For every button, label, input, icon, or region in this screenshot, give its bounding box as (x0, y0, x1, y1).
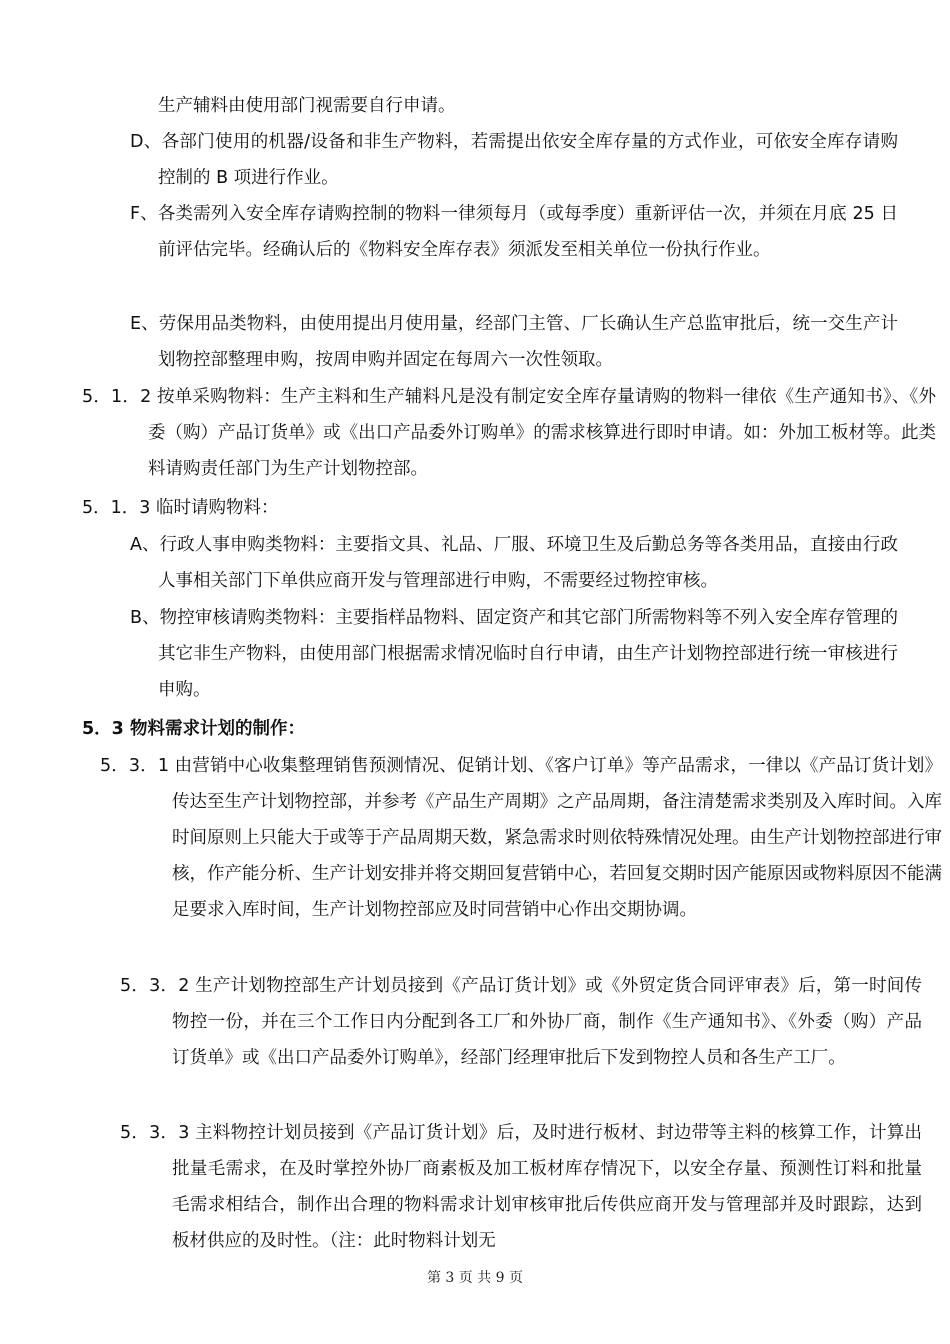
paragraph-5-1-3: 5．1．3 临时请购物料： (82, 498, 279, 518)
paragraph-5-3-3: 5．3．3 主料物控计划员接到《产品订货计划》后，及时进行板材、封边带等主料的核算工作，计算出批量毛需求，在及时掌控外协厂商素板及加工板材库存情况下，以安全存量、预测性订料和批量毛需求相结合，制作出合理的物料需求计划审核审批后传供应商开发与管理部并及时跟踪，达到板材供应的及时性。（注：此时物料计划无 (120, 1123, 922, 1251)
paragraph-5-3-1: 5．3．1 由营销中心收集整理销售预测情况、促销计划、《客户订单》等产品需求，一律以《产品订货计划》传达至生产计划物控部，并参考《产品生产周期》之产品周期，备注清楚需求类别及入库时间。入库时间原则上只能大于或等于产品周期天数，紧急需求时则依特殊情况处理。由生产计划物控部进行审核，作产能分析、生产计划安排并将交期回复营销中心，若回复交期时因产能原因或物料原因不能满足要求入库时间，生产计划物控部应及时同营销中心作出交期协调。 (100, 756, 942, 920)
paragraph-aux-materials: 生产辅料由使用部门视需要自行申请。 (158, 96, 456, 116)
paragraph-item-a: A、行政人事申购类物料：主要指文具、礼品、厂服、环境卫生及后勤总务等各类用品，直接由行政人事相关部门下单供应商开发与管理部进行申购，不需要经过物控审核。 (130, 535, 898, 591)
paragraph-item-d: D、各部门使用的机器/设备和非生产物料，若需提出依安全库存量的方式作业，可依安全库存请购控制的 B 项进行作业。 (130, 132, 898, 188)
paragraph-5-1-2: 5．1．2 按单采购物料：生产主料和生产辅料凡是没有制定安全库存量请购的物料一律依《生产通知书》、《外委（购）产品订货单》或《出口产品委外订购单》的需求核算进行即时申请。如：外加工板材等。此类料请购责任部门为生产计划物控部。 (82, 387, 936, 479)
paragraph-item-b: B、物控审核请购类物料：主要指样品物料、固定资产和其它部门所需物料等不列入安全库存管理的其它非生产物料，由使用部门根据需求情况临时自行申请，由生产计划物控部进行统一审核进行申购。 (130, 608, 898, 700)
paragraph-item-f: F、各类需列入安全库存请购控制的物料一律须每月（或每季度）重新评估一次，并须在月底 25 日前评估完毕。经确认后的《物料安全库存表》须派发至相关单位一份执行作业。 (130, 204, 898, 260)
paragraph-5-3-2: 5．3．2 生产计划物控部生产计划员接到《产品订货计划》或《外贸定货合同评审表》后，第一时间传物控一份，并在三个工作日内分配到各工厂和外协厂商，制作《生产通知书》、《外委（购）产品订货单》或《出口产品委外订购单》，经部门经理审批后下发到物控人员和各生产工厂。 (120, 976, 922, 1068)
paragraph-item-e: E、劳保用品类物料，由使用提出月使用量，经部门主管、厂长确认生产总监审批后，统一交生产计划物控部整理申购，按周申购并固定在每周六一次性领取。 (130, 314, 898, 370)
section-heading-5-3: 5．3 物料需求计划的制作： (82, 719, 305, 739)
page-footer: 第 3 页 共 9 页 (426, 1270, 524, 1286)
